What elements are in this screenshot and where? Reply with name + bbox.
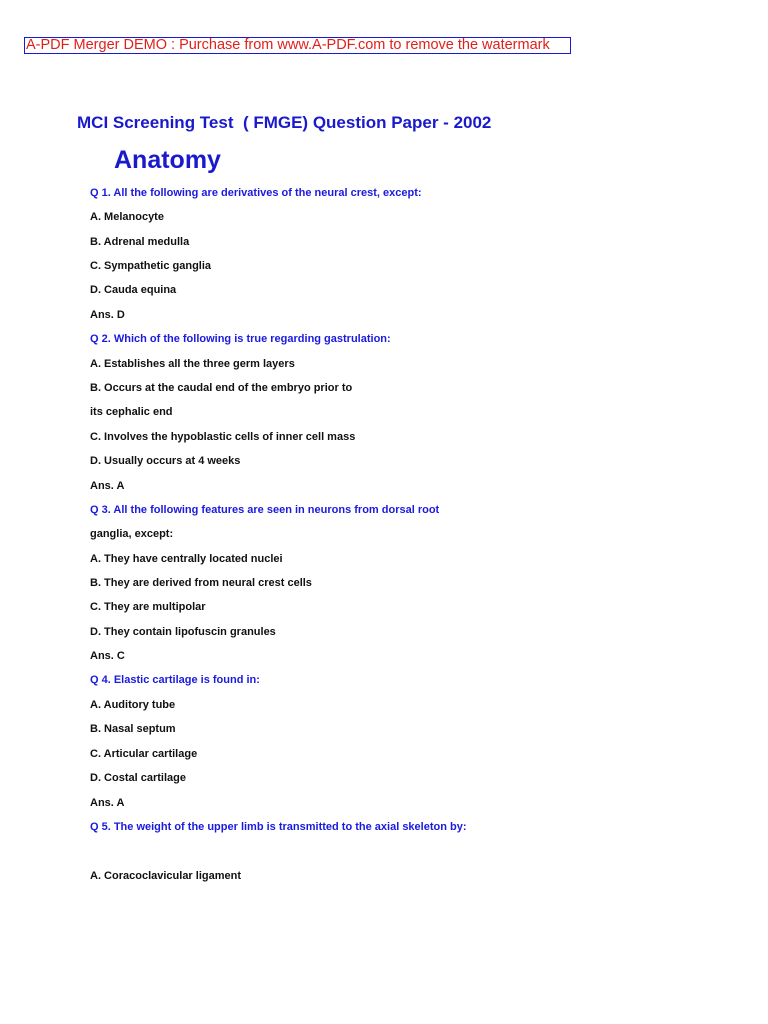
option-line: D. Cauda equina — [90, 284, 177, 296]
answer-line: Ans. D — [90, 309, 125, 321]
question-line: Q 1. All the following are derivatives of the neural crest, except: — [90, 187, 422, 199]
answer-line: Ans. C — [90, 650, 125, 662]
question-continuation: ganglia, except: — [90, 528, 174, 540]
option-line: C. Involves the hypoblastic cells of inner cell mass — [90, 431, 356, 443]
option-line: D. Usually occurs at 4 weeks — [90, 455, 241, 467]
option-line: A. Establishes all the three germ layers — [90, 358, 295, 370]
question-line: Q 3. All the following features are seen in neurons from dorsal root — [90, 504, 440, 516]
option-line: A. Coracoclavicular ligament — [90, 870, 241, 882]
question-line: Q 2. Which of the following is true regarding gastrulation: — [90, 333, 391, 345]
watermark-banner: A-PDF Merger DEMO : Purchase from www.A-PDF.com to remove the watermark — [24, 37, 571, 54]
option-line: B. Adrenal medulla — [90, 236, 190, 248]
option-line: A. They have centrally located nuclei — [90, 553, 283, 565]
document-title: MCI Screening Test ( FMGE) Question Paper - 2002 — [77, 113, 492, 132]
answer-line: Ans. A — [90, 480, 125, 492]
option-line: its cephalic end — [90, 406, 173, 418]
option-line: A. Auditory tube — [90, 699, 176, 711]
question-line: Q 4. Elastic cartilage is found in: — [90, 674, 260, 686]
option-line: A. Melanocyte — [90, 211, 164, 223]
answer-line: Ans. A — [90, 797, 125, 809]
option-line: D. They contain lipofuscin granules — [90, 626, 276, 638]
option-line: C. They are multipolar — [90, 601, 206, 613]
option-line: B. They are derived from neural crest cells — [90, 577, 312, 589]
question-line: Q 5. The weight of the upper limb is transmitted to the axial skeleton by: — [90, 821, 467, 833]
option-line: C. Articular cartilage — [90, 748, 198, 760]
option-line: C. Sympathetic ganglia — [90, 260, 212, 272]
option-line: D. Costal cartilage — [90, 772, 186, 784]
option-line: B. Occurs at the caudal end of the embryo prior to — [90, 382, 353, 394]
section-heading: Anatomy — [114, 146, 221, 174]
option-line: B. Nasal septum — [90, 723, 176, 735]
